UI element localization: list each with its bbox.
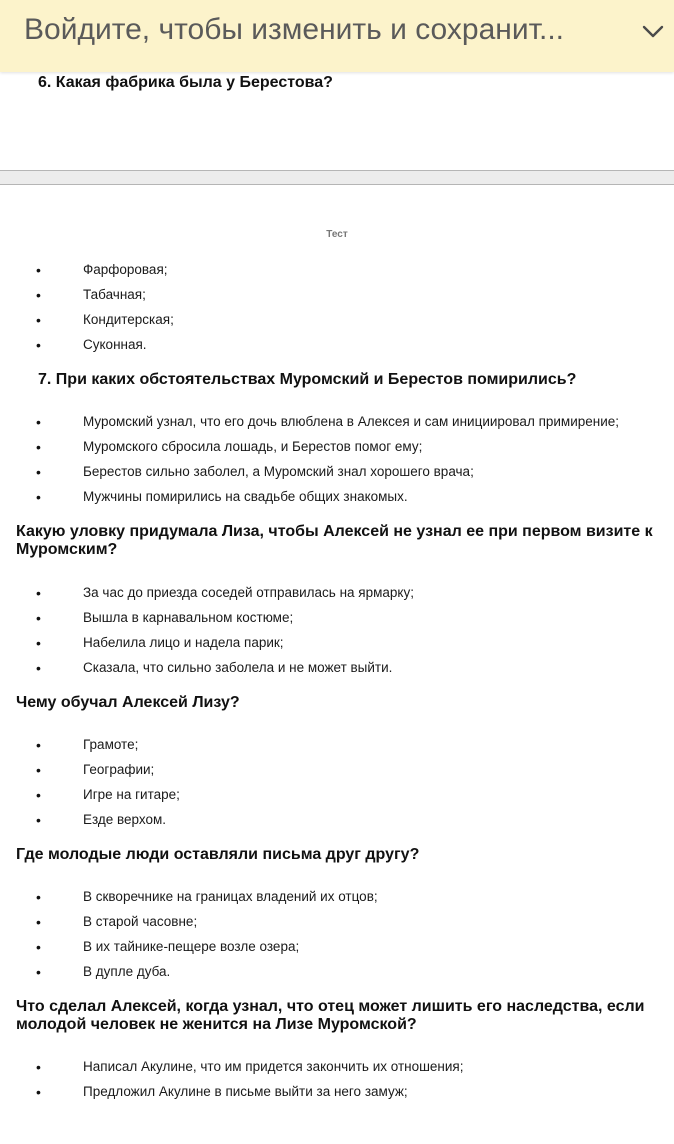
answer-option: Географии; (83, 762, 155, 777)
bullet: • (36, 464, 41, 480)
bullet: • (36, 610, 41, 626)
bullet: • (36, 585, 41, 601)
bullet: • (36, 439, 41, 455)
bullet: • (36, 312, 41, 328)
answer-option: Фарфоровая; (83, 262, 168, 277)
bullet: • (36, 414, 41, 430)
bullet: • (36, 737, 41, 753)
page-header: Тест (326, 229, 348, 240)
question-7: 7. При каких обстоятельствах Муромский и Берестов помирились? (38, 371, 577, 388)
bullet: • (36, 889, 41, 905)
question-6: 6. Какая фабрика была у Берестова? (38, 74, 333, 91)
bullet: • (36, 1059, 41, 1075)
banner-title: Войдите, чтобы изменить и сохранит... (24, 13, 565, 46)
answer-option: В старой часовне; (83, 914, 198, 929)
bullet: • (36, 787, 41, 803)
answer-option: Написал Акулине, что им придется закончить их отношения; (83, 1059, 464, 1074)
bullet: • (36, 812, 41, 828)
answer-option: Сказала, что сильно заболела и не может выйти. (83, 660, 393, 675)
bullet: • (36, 337, 41, 353)
question-8: Какую уловку придумала Лиза, чтобы Алексей не узнал ее при первом визите к Муромским? (16, 523, 653, 558)
bullet: • (36, 1084, 41, 1100)
bullet: • (36, 489, 41, 505)
bullet: • (36, 635, 41, 651)
answer-option: Табачная; (83, 287, 146, 302)
bullet: • (36, 939, 41, 955)
bullet: • (36, 964, 41, 980)
answer-option: Мужчины помирились на свадьбе общих знакомых. (83, 489, 408, 504)
bullet: • (36, 660, 41, 676)
bullet: • (36, 262, 41, 278)
page-separator (0, 170, 674, 185)
chevron-down-icon[interactable] (640, 18, 666, 44)
answer-option: В их тайнике-пещере возле озера; (83, 939, 300, 954)
answer-option: За час до приезда соседей отправилась на ярмарку; (83, 585, 414, 600)
answer-option: Езде верхом. (83, 812, 167, 827)
answer-option: Муромского сбросила лошадь, и Берестов помог ему; (83, 439, 423, 454)
answer-option: В дупле дуба. (83, 964, 171, 979)
answer-option: Набелила лицо и надела парик; (83, 635, 284, 650)
answer-option: Вышла в карнавальном костюме; (83, 610, 294, 625)
bullet: • (36, 762, 41, 778)
answer-option: Грамоте; (83, 737, 139, 752)
question-11: Что сделал Алексей, когда узнал, что отец может лишить его наследства, если молодой человек не женится на Лизе Муромской? (16, 998, 645, 1033)
answer-option: Игре на гитаре; (83, 787, 180, 802)
answer-option: Предложил Акулине в письме выйти за него замуж; (83, 1084, 408, 1099)
answer-option: Муромский узнал, что его дочь влюблена в Алексея и сам инициировал примирение; (83, 414, 620, 429)
answer-option: Берестов сильно заболел, а Муромский знал хорошего врача; (83, 464, 474, 479)
bullet: • (36, 914, 41, 930)
answer-option: Кондитерская; (83, 312, 174, 327)
bullet: • (36, 287, 41, 303)
document-page-2 (0, 185, 674, 1144)
question-10: Где молодые люди оставляли письма друг другу? (16, 846, 420, 863)
answer-option: В скворечнике на границах владений их отцов; (83, 889, 378, 904)
question-9: Чему обучал Алексей Лизу? (16, 694, 240, 711)
sign-in-banner[interactable] (0, 0, 674, 72)
answer-option: Суконная. (83, 337, 147, 352)
